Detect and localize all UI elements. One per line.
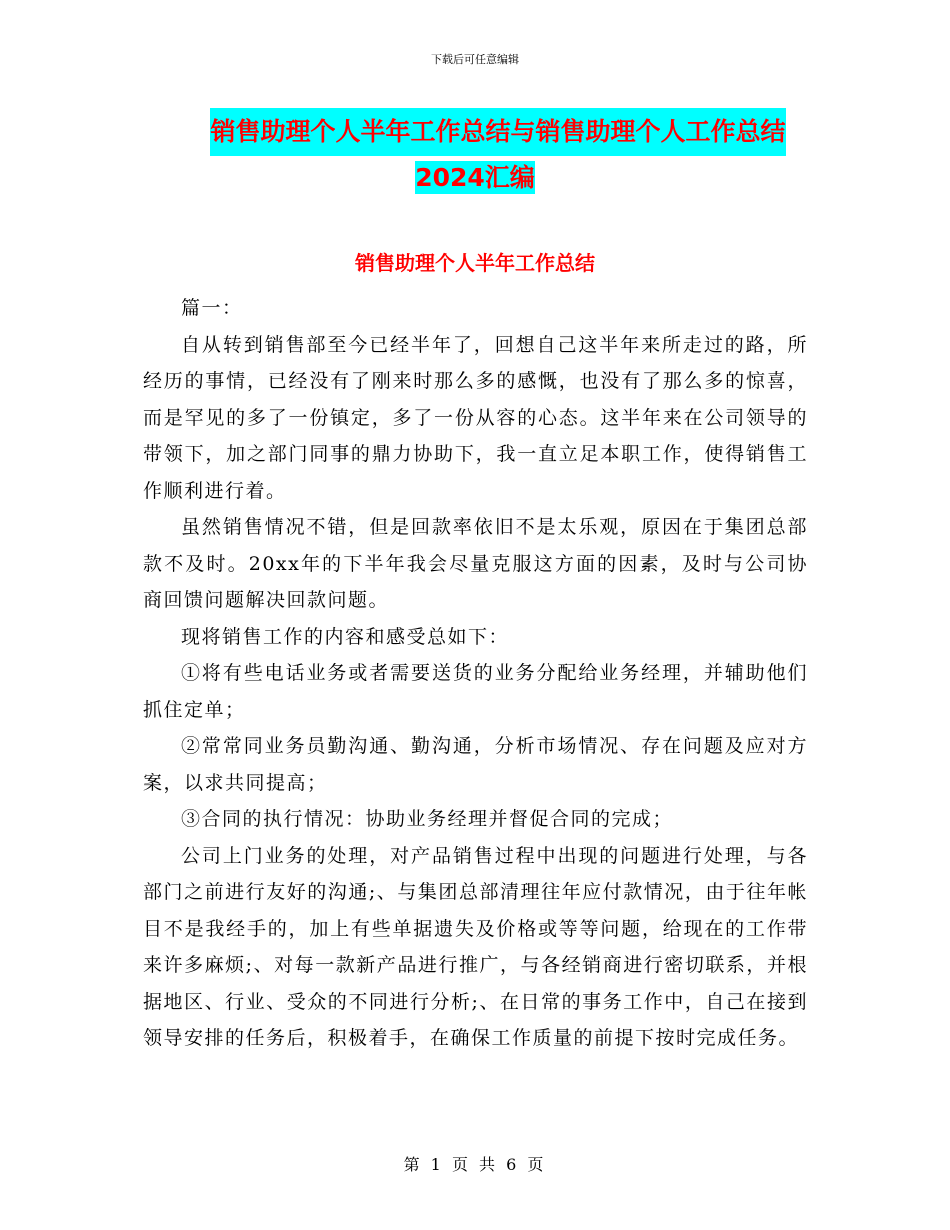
paragraph: 现将销售工作的内容和感受总如下：	[181, 625, 510, 648]
paragraph: ③合同的执行情况：协助业务经理并督促合同的完成；	[181, 808, 674, 830]
paragraph: 篇一：	[181, 297, 243, 319]
title-line-2: 2024汇编	[415, 163, 535, 192]
paragraph: 虽然销售情况不错，但是回款率依旧不是太乐观，原因在于集团总部款不及时。20xx年的下半年我会尽量克服这方面的因素，及时与公司协商回馈问题解决回款问题。	[143, 516, 808, 611]
section-title: 销售助理个人半年工作总结	[355, 251, 595, 275]
paragraph: ①将有些电话业务或者需要送货的业务分配给业务经理，并辅助他们抓住定单；	[143, 662, 808, 721]
page-number: 第 1 页 共 6 页	[403, 1155, 547, 1174]
header-note: 下载后可任意编辑	[431, 53, 519, 66]
page-footer	[0, 1155, 950, 1175]
title-line-1: 销售助理个人半年工作总结与销售助理个人工作总结	[210, 108, 785, 156]
paragraph: ②常常同业务员勤沟通、勤沟通，分析市场情况、存在问题及应对方案，以求共同提高；	[143, 735, 808, 794]
document-body	[143, 290, 808, 1057]
page-header	[0, 52, 950, 68]
paragraph: 自从转到销售部至今已经半年了，回想自己这半年来所走过的路，所经历的事情，已经没有了刚来时那么多的感慨，也没有了那么多的惊喜，而是罕见的多了一份镇定，多了一份从容的心态。这半年来在公司领导的带领下，加之部门同事的鼎力协助下，我一直立足本职工作，使得销售工作顺利进行着。	[143, 333, 808, 502]
paragraph: 公司上门业务的处理，对产品销售过程中出现的问题进行处理，与各部门之前进行友好的沟通;、与集团总部清理往年应付款情况，由于往年帐目不是我经手的，加上有些单据遗失及价格或等等问题，给现在的工作带来许多麻烦;、对每一款新产品进行推广，与各经销商进行密切联系，并根据地区、行业、受众的不同进行分析;、在日常的事务工作中，自己在接到领导安排的任务后，积极着手，在确保工作质量的前提下按时完成任务。	[143, 844, 808, 1049]
document-title	[0, 108, 950, 200]
